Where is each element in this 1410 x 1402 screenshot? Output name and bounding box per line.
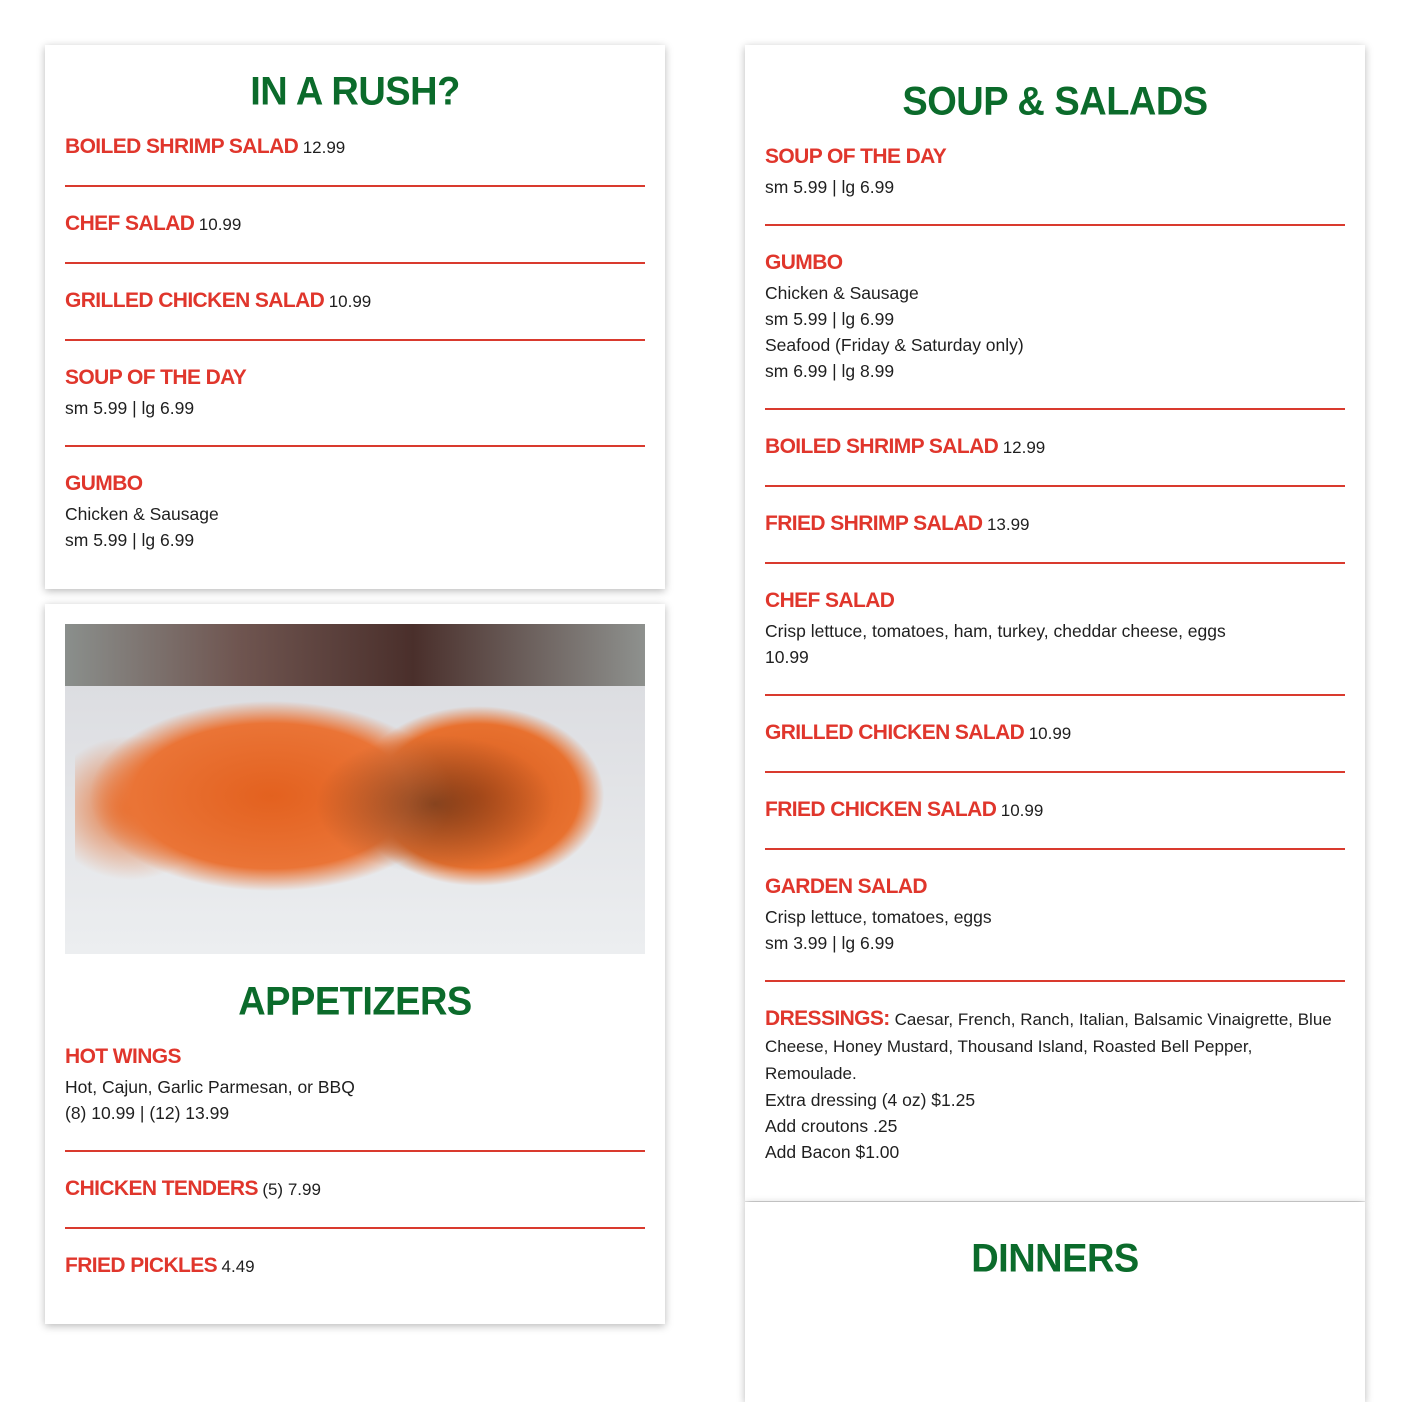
menu-item — [65, 445, 645, 577]
menu-item-name: CHEF SALAD — [765, 589, 895, 612]
menu-item-description: 10.99 — [765, 647, 809, 667]
menu-item-heading — [65, 134, 645, 161]
menu-item-heading — [765, 434, 1345, 461]
menu-list — [65, 1044, 645, 1304]
menu-item-heading — [765, 874, 1345, 900]
hot-wings-photo — [65, 624, 645, 954]
menu-item-description: Hot, Cajun, Garlic Parmesan, or BBQ — [65, 1077, 355, 1097]
menu-item-heading — [65, 365, 645, 391]
menu-item-heading — [765, 1006, 1345, 1087]
menu-item — [65, 339, 645, 445]
menu-item-description: Chicken & Sausage — [765, 283, 919, 303]
section-title: IN A RUSH? — [250, 69, 460, 115]
menu-item-name: GRILLED CHICKEN SALAD — [765, 721, 1025, 744]
menu-item — [65, 1150, 645, 1227]
menu-item-description: sm 5.99 | lg 6.99 — [65, 398, 195, 418]
menu-item — [65, 185, 645, 262]
menu-item-heading — [765, 250, 1345, 276]
menu-item-name: DRESSINGS: — [765, 1007, 890, 1030]
menu-item-heading — [65, 1253, 645, 1280]
menu-item-price: 12.99 — [1002, 438, 1046, 457]
dinners-card — [745, 1202, 1365, 1402]
menu-item-name: GUMBO — [765, 251, 843, 274]
menu-item-name: SOUP OF THE DAY — [65, 366, 247, 389]
menu-item-price: 13.99 — [986, 515, 1030, 534]
menu-item-price: 10.99 — [328, 292, 372, 311]
menu-item-description: sm 6.99 | lg 8.99 — [765, 361, 895, 381]
menu-list — [765, 144, 1345, 1189]
menu-item-price: (5) 7.99 — [262, 1180, 321, 1199]
menu-item — [765, 485, 1345, 562]
menu-list — [65, 134, 645, 577]
menu-item-price: 10.99 — [1028, 724, 1072, 743]
soup-salads-card — [745, 45, 1365, 1201]
menu-item — [765, 224, 1345, 408]
menu-item-name: FRIED SHRIMP SALAD — [765, 512, 983, 535]
menu-item-price: 12.99 — [302, 138, 346, 157]
menu-item-description: Add croutons .25 — [765, 1116, 898, 1136]
menu-item — [765, 694, 1345, 771]
menu-item — [65, 262, 645, 339]
menu-item-heading — [65, 471, 645, 497]
menu-item — [65, 1044, 645, 1150]
menu-item — [765, 144, 1345, 224]
menu-item-name: BOILED SHRIMP SALAD — [65, 135, 299, 158]
menu-item — [65, 1227, 645, 1304]
menu-item-heading — [765, 588, 1345, 614]
menu-item-heading — [65, 211, 645, 238]
menu-item-name: HOT WINGS — [65, 1045, 181, 1068]
menu-item-heading — [765, 511, 1345, 538]
menu-item-description: Add Bacon $1.00 — [765, 1142, 900, 1162]
menu-item-price: 10.99 — [198, 215, 242, 234]
menu-item-description: sm 5.99 | lg 6.99 — [65, 530, 195, 550]
menu-item-description: Extra dressing (4 oz) $1.25 — [765, 1090, 976, 1110]
menu-item-heading — [765, 797, 1345, 824]
menu-item-name: FRIED CHICKEN SALAD — [765, 798, 997, 821]
in-a-rush-card — [45, 45, 665, 589]
appetizers-card — [45, 604, 665, 1324]
menu-item-description: (8) 10.99 | (12) 13.99 — [65, 1103, 230, 1123]
menu-item-description: Chicken & Sausage — [65, 504, 219, 524]
menu-item-description: sm 5.99 | lg 6.99 — [765, 309, 895, 329]
menu-item-name: SOUP OF THE DAY — [765, 145, 947, 168]
menu-item-name: FRIED PICKLES — [65, 1254, 218, 1277]
menu-item-description: sm 3.99 | lg 6.99 — [765, 933, 895, 953]
menu-item-heading — [765, 144, 1345, 170]
menu-item-heading — [65, 1044, 645, 1070]
menu-item-name: CHEF SALAD — [65, 212, 195, 235]
menu-item-heading — [65, 288, 645, 315]
menu-item — [765, 408, 1345, 485]
menu-item-description: sm 5.99 | lg 6.99 — [765, 177, 895, 197]
menu-item — [65, 134, 645, 185]
menu-item-price: Caesar, French, Ranch, Italian, Balsamic Vinaigrette, Blue Cheese, Honey Mustard, Thousand Island, Roasted Bell Pepper, Remoulade. — [765, 1010, 1332, 1083]
section-title: APPETIZERS — [238, 979, 472, 1025]
menu-item-name: BOILED SHRIMP SALAD — [765, 435, 999, 458]
menu-item-price: 10.99 — [1000, 801, 1044, 820]
menu-item-description: Crisp lettuce, tomatoes, eggs — [765, 907, 992, 927]
menu-item — [765, 980, 1345, 1189]
menu-item — [765, 562, 1345, 694]
menu-item-name: GUMBO — [65, 472, 143, 495]
menu-item-price: 4.49 — [221, 1257, 255, 1276]
menu-item — [765, 771, 1345, 848]
menu-item-heading — [65, 1176, 645, 1203]
section-title: DINNERS — [971, 1236, 1139, 1282]
menu-item — [765, 848, 1345, 980]
section-title: SOUP & SALADS — [902, 79, 1208, 125]
menu-item-heading — [765, 720, 1345, 747]
menu-item-description: Crisp lettuce, tomatoes, ham, turkey, cheddar cheese, eggs — [765, 621, 1226, 641]
menu-item-name: GARDEN SALAD — [765, 875, 927, 898]
menu-item-name: CHICKEN TENDERS — [65, 1177, 258, 1200]
menu-item-description: Seafood (Friday & Saturday only) — [765, 335, 1024, 355]
menu-item-name: GRILLED CHICKEN SALAD — [65, 289, 325, 312]
